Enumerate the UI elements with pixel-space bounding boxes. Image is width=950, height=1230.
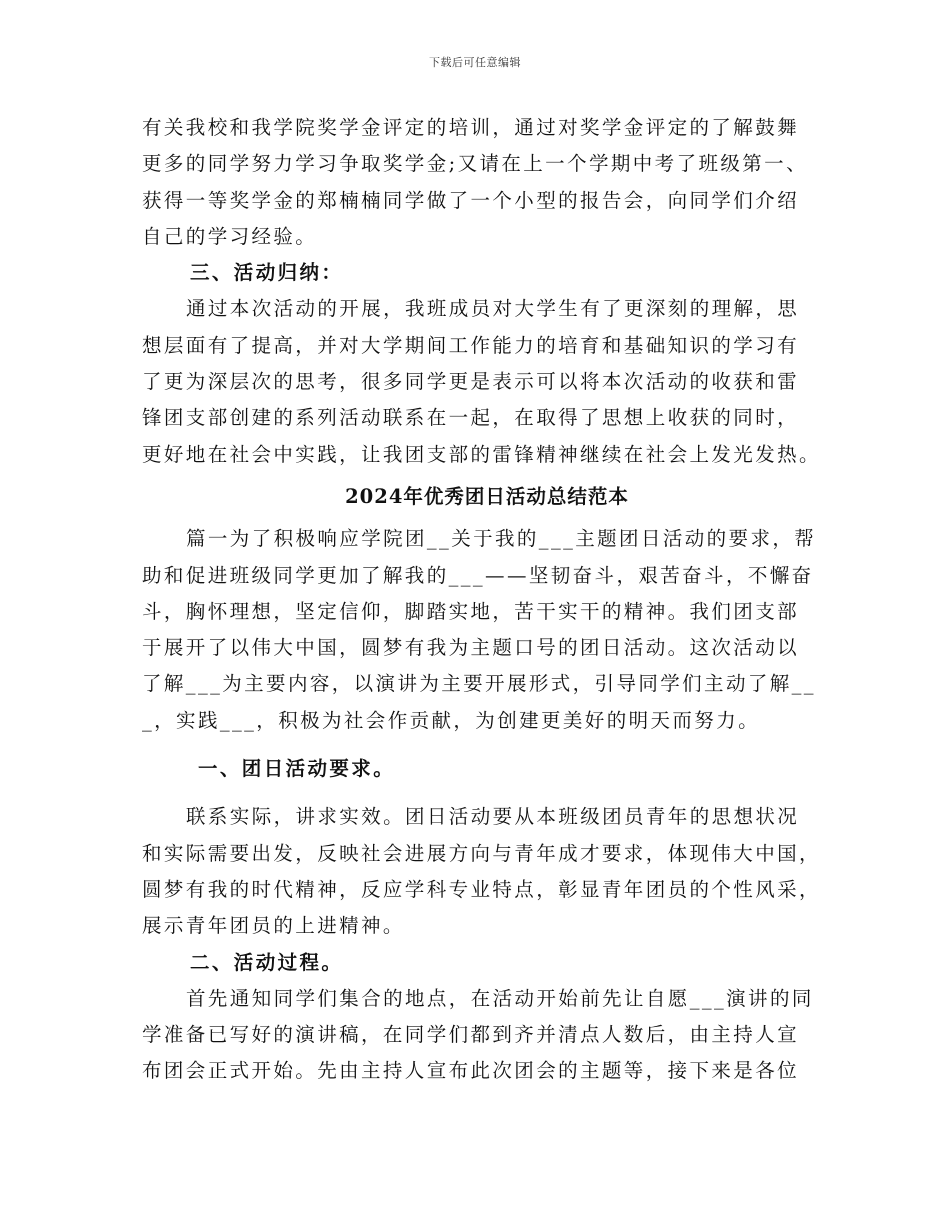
paragraph-line: 自己的学习经验。 bbox=[142, 224, 318, 248]
paragraph-scholarship bbox=[142, 110, 818, 255]
paragraph-line: 于展开了以伟大中国，圆梦有我为主题口号的团日活动。这次活动以 bbox=[142, 636, 800, 660]
section-heading-process: 二、活动过程。 bbox=[190, 950, 344, 974]
paragraph-line: 通过本次活动的开展，我班成员对大学生有了更深刻的理解，思 bbox=[186, 297, 800, 321]
paragraph-line: 学准备已写好的演讲稿，在同学们都到齐并清点人数后，由主持人宣 bbox=[142, 1023, 800, 1047]
paragraph-line: 获得一等奖学金的郑楠楠同学做了一个小型的报告会，向同学们介绍 bbox=[142, 188, 800, 212]
paragraph-line: 有关我校和我学院奖学金评定的培训，通过对奖学金评定的了解鼓舞 bbox=[142, 116, 800, 139]
paragraph-line: 了更为深层次的思考，很多同学更是表示可以将本次活动的收获和雷 bbox=[142, 370, 800, 394]
paragraph-line: 篇一为了积极响应学院团__关于我的___主题团日活动的要求，帮 bbox=[186, 527, 817, 551]
page-header: 下载后可任意编辑 bbox=[429, 56, 521, 69]
document-body bbox=[142, 110, 821, 1090]
paragraph-line: 布团会正式开始。先由主持人宣布此次团会的主题等，接下来是各位 bbox=[142, 1059, 800, 1083]
section-heading-summary: 三、活动归纳： bbox=[190, 261, 344, 285]
paragraph-process bbox=[142, 981, 818, 1090]
section-heading-requirements: 一、团日活动要求。 bbox=[198, 757, 396, 781]
paragraph-line: 斗，胸怀理想，坚定信仰，脚踏实地，苦干实干的精神。我们团支部 bbox=[142, 599, 800, 623]
paragraph-line: 助和促进班级同学更加了解我的___——坚韧奋斗，艰苦奋斗，不懈奋 bbox=[142, 563, 814, 587]
paragraph-line: 锋团支部创建的系列活动联系在一起，在取得了思想上收获的同时， bbox=[142, 406, 800, 430]
paragraph-line: 想层面有了提高，并对大学期间工作能力的培育和基础知识的学习有 bbox=[142, 333, 800, 357]
paragraph-intro bbox=[142, 521, 818, 739]
paragraph-line: 更多的同学努力学习争取奖学金;又请在上一个学期中考了班级第一、 bbox=[142, 152, 808, 176]
paragraph-line: 圆梦有我的时代精神，反应学科专业特点，彰显青年团员的个性风采， bbox=[142, 877, 821, 901]
paragraph-line: 和实际需要出发，反映社会进展方向与青年成才要求，体现伟大中国， bbox=[142, 841, 821, 865]
paragraph-line: 展示青年团员的上进精神。 bbox=[142, 914, 405, 938]
paragraph-summary bbox=[142, 291, 821, 472]
paragraph-line: 首先通知同学们集合的地点，在活动开始前先让自愿___演讲的同 bbox=[186, 986, 814, 1010]
paragraph-line: _，实践___，积极为社会作贡献，为创建更美好的明天而努力。 bbox=[142, 708, 761, 732]
paragraph-line: 联系实际，讲求实效。团日活动要从本班级团员青年的思想状况 bbox=[186, 805, 800, 829]
document-title: 2024年优秀团日活动总结范本 bbox=[345, 484, 629, 508]
paragraph-requirements bbox=[142, 799, 821, 944]
paragraph-line: 更好地在社会中实践，让我团支部的雷锋精神继续在社会上发光发热。 bbox=[142, 442, 821, 466]
paragraph-line: 了解___为主要内容，以演讲为主要开展形式，引导同学们主动了解__ bbox=[142, 672, 816, 696]
